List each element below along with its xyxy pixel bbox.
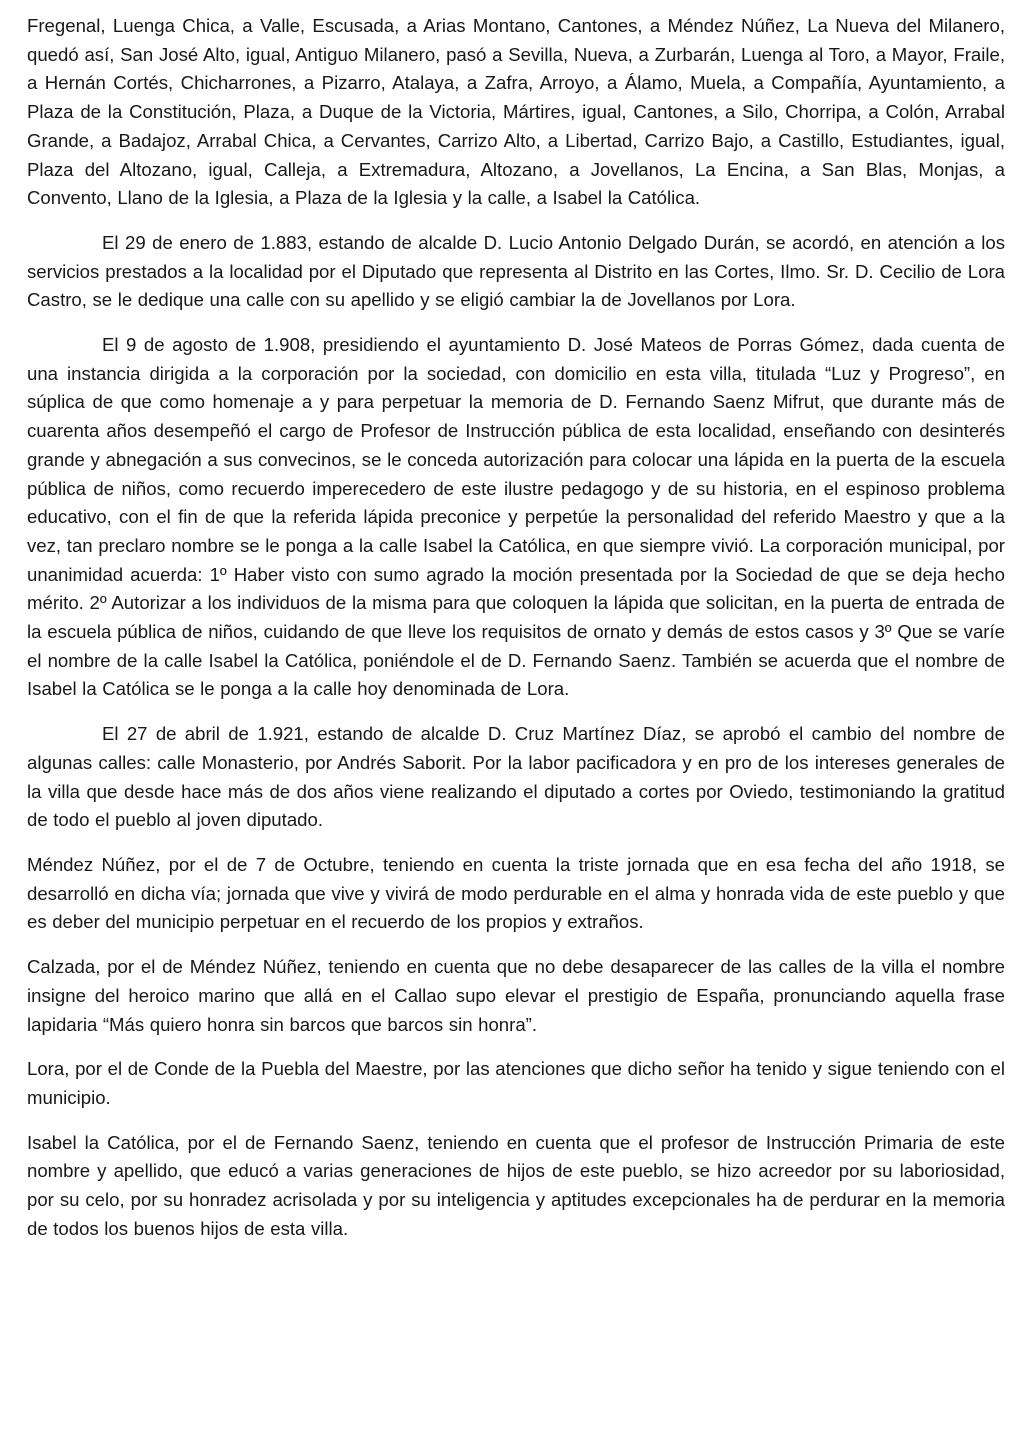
- paragraph-2: El 29 de enero de 1.883, estando de alcalde D. Lucio Antonio Delgado Durán, se acordó, en atención a los servicios prestados a la localidad por el Diputado que representa al Distrito en las Cortes, Ilmo. Sr. D. Cecilio de Lora Castro, se le dedique una calle con su apellido y se eligió cambiar la de Jovellanos por Lora.: [27, 231, 1005, 311]
- paragraph-5: Méndez Núñez, por el de 7 de Octubre, teniendo en cuenta la triste jornada que en esa fecha del año 1918, se desarrolló en dicha vía; jornada que vive y vivirá de modo perdurable en el alma y honrada vida de este pueblo y que es deber del municipio perpetuar en el recuerdo de los propios y extraños.: [27, 853, 1005, 933]
- document-body: [27, 12, 1005, 1243]
- paragraph-3: El 9 de agosto de 1.908, presidiendo el ayuntamiento D. José Mateos de Porras Gómez, dada cuenta de una instancia dirigida a la corporación por la sociedad, con domicilio en esta villa, titulada “Luz y Progreso”, en súplica de que como homenaje a y para perpetuar la memoria de D. Fernando Saenz Mifrut, que durante más de cuarenta años desempeñó el cargo de Profesor de Instrucción pública de esta localidad, enseñando con desinterés grande y abnegación a sus convecinos, se le conceda autorización para colocar una lápida en la puerta de la escuela pública de niños, como recuerdo imperecedero de este ilustre pedagogo y de su historia, en el espinoso problema educativo, con el fin de que la referida lápida preconice y perpetúe la personalidad del referido Maestro y que a la vez, tan preclaro nombre se le ponga a la calle Isabel la Católica, en que siempre vivió. La corporación municipal, por unanimidad acuerda: 1º Haber visto con sumo agrado la moción presentada por la Sociedad de que se deja hecho mérito. 2º Autorizar a los individuos de la misma para que coloquen la lápida que solicitan, en la puerta de entrada de la escuela pública de niños, cuidando de que lleve los requisitos de ornato y demás de estos casos y 3º Que se varíe el nombre de la calle Isabel la Católica, poniéndole el de D. Fernando Saenz. También se acuerda que el nombre de Isabel la Católica se le ponga a la calle hoy denominada de Lora.: [27, 334, 1005, 700]
- paragraph-7: Lora, por el de Conde de la Puebla del Maestre, por las atenciones que dicho señor ha tenido y sigue teniendo con el municipio.: [27, 1058, 1005, 1108]
- paragraph-1: Fregenal, Luenga Chica, a Valle, Escusada, a Arias Montano, Cantones, a Méndez Núñez, La Nueva del Milanero, quedó así, San José Alto, igual, Antiguo Milanero, pasó a Sevilla, Nueva, a Zurbarán, Luenga al Toro, a Mayor, Fraile, a Hernán Cortés, Chicharrones, a Pizarro, Atalaya, a Zafra, Arroyo, a Álamo, Muela, a Compañía, Ayuntamiento, a Plaza de la Constitución, Plaza, a Duque de la Victoria, Mártires, igual, Cantones, a Silo, Chorripa, a Colón, Arrabal Grande, a Badajoz, Arrabal Chica, a Cervantes, Carrizo Alto, a Libertad, Carrizo Bajo, a Castillo, Estudiantes, igual, Plaza del Altozano, igual, Calleja, a Extremadura, Altozano, a Jovellanos, La Encina, a San Blas, Monjas, a Convento, Llano de la Iglesia, a Plaza de la Iglesia y la calle, a Isabel la Católica.: [27, 15, 1005, 209]
- paragraph-8: Isabel la Católica, por el de Fernando Saenz, teniendo en cuenta que el profesor de Instrucción Primaria de este nombre y apellido, que educó a varias generaciones de hijos de este pueblo, se hizo acreedor por su laboriosidad, por su celo, por su honradez acrisolada y por su inteligencia y aptitudes excepcionales ha de perdurar en la memoria de todos los buenos hijos de esta villa.: [27, 1131, 1005, 1239]
- paragraph-4: El 27 de abril de 1.921, estando de alcalde D. Cruz Martínez Díaz, se aprobó el cambio del nombre de algunas calles: calle Monasterio, por Andrés Saborit. Por la labor pacificadora y en pro de los intereses generales de la villa que desde hace más de dos años viene realizando el diputado a cortes por Oviedo, testimoniando la gratitud de todo el pueblo al joven diputado.: [27, 723, 1005, 831]
- paragraph-6: Calzada, por el de Méndez Núñez, teniendo en cuenta que no debe desaparecer de las calles de la villa el nombre insigne del heroico marino que allá en el Callao supo elevar el prestigio de España, pronunciando aquella frase lapidaria “Más quiero honra sin barcos que barcos sin honra”.: [27, 956, 1005, 1035]
